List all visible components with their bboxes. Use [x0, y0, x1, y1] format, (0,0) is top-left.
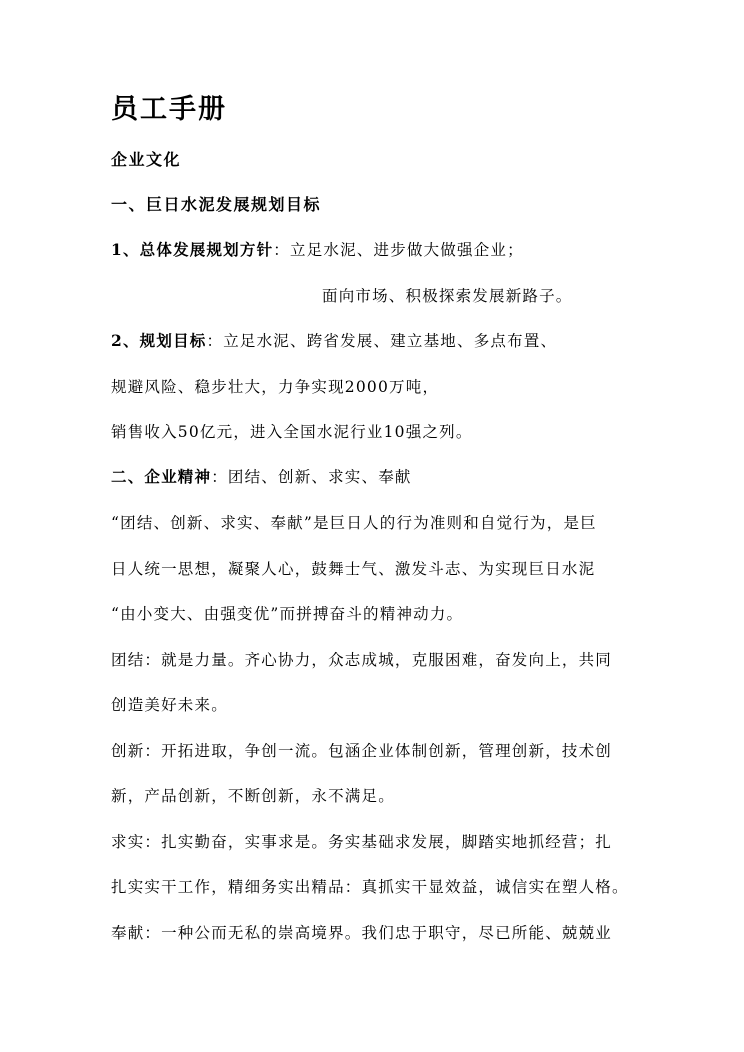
unity-line1: 团结：就是力量。齐心协力，众志成城，克服困难，奋发向上，共同 [111, 651, 613, 669]
item1-text: 立足水泥、进步做大做强企业； [290, 241, 524, 259]
item2-line3: 销售收入50亿元，进入全国水泥行业10强之列。 [111, 423, 473, 441]
section-heading: 企业文化 [111, 150, 182, 169]
innovation-line2: 新，产品创新，不断创新，永不满足。 [111, 787, 395, 805]
part1-heading: 一、巨日水泥发展规划目标 [111, 195, 322, 214]
item1-separator: ： [273, 241, 290, 259]
item1-label: 1、总体发展规划方针 [111, 240, 274, 259]
item2-text: 立足水泥、跨省发展、建立基地、多点布置、 [223, 332, 558, 350]
item2-separator: ： [206, 332, 224, 350]
dedication-line1: 奉献：一种公而无私的崇高境界。我们忠于职守，尽已所能、兢兢业 [111, 924, 613, 942]
item2-label: 2、规划目标 [111, 331, 207, 350]
intro-line2: 日人统一思想，凝聚人心，鼓舞士气、激发斗志、为实现巨日水泥 [111, 560, 596, 578]
innovation-line1: 创新：开拓进取，争创一流。包涵企业体制创新，管理创新，技术创 [111, 742, 613, 760]
part2-heading-line [111, 467, 412, 487]
part2-heading-label: 二、企业精神 [111, 467, 212, 486]
intro-line3: “由小变大、由强变优”而拼搏奋斗的精神动力。 [111, 605, 464, 623]
item1-continuation: 面向市场、积极探索发展新路子。 [322, 287, 573, 305]
unity-line2: 创造美好未来。 [111, 696, 228, 714]
part2-heading-separator: ： [211, 468, 228, 486]
item2-line [111, 331, 557, 351]
document-title: 员工手册 [111, 94, 227, 125]
intro-line1: “团结、创新、求实、奉献”是巨日人的行为准则和自觉行为，是巨 [111, 514, 597, 532]
item1-line [111, 240, 524, 260]
pragmatism-line1: 求实：扎实勤奋，实事求是。务实基础求发展，脚踏实地抓经营；扎 [111, 833, 613, 851]
item2-line2: 规避风险、稳步壮大，力争实现2000万吨， [111, 378, 440, 396]
pragmatism-line2: 扎实实干工作，精细务实出精品：真抓实干显效益，诚信实在塑人格。 [111, 878, 629, 896]
part2-heading-text: 团结、创新、求实、奉献 [227, 468, 412, 486]
